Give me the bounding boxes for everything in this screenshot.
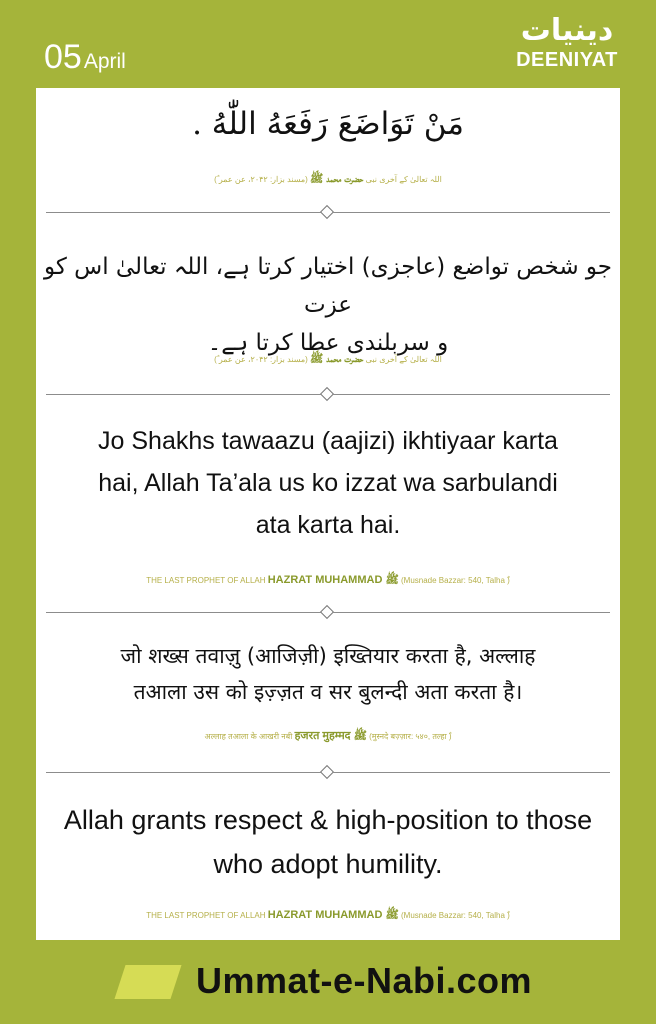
citation-name: HAZRAT MUHAMMAD ﷺ [267, 574, 399, 586]
citation-ref: (मुस्नदे बज़्ज़ार: ५४०, तल्हा ؓ) [369, 732, 452, 741]
divider-diamond [320, 605, 334, 619]
deeniyat-logo [512, 12, 622, 70]
urdu-citation [36, 352, 620, 368]
arabic-citation [36, 172, 620, 188]
citation-name: حضرت محمد ﷺ [310, 353, 364, 365]
hadith-card [36, 88, 620, 940]
citation-prefix: THE LAST PROPHET OF ALLAH [146, 576, 266, 585]
citation-prefix: THE LAST PROPHET OF ALLAH [146, 911, 266, 920]
urdu-text [36, 248, 620, 362]
hindi-citation [36, 728, 620, 745]
section-divider [46, 612, 610, 613]
divider-diamond [320, 765, 334, 779]
citation-prefix: اللہ تعالیٰ کے آخری نبی [365, 175, 442, 184]
hindi-line-2: तआला उस को इज़्ज़त व सर बुलन्दी अता करता है। [133, 680, 523, 704]
citation-ref: (Musnade Bazzar: 540, Talha ؓ) [400, 911, 510, 920]
citation-name: हजरत मुहम्मद ﷺ [294, 730, 367, 742]
roman-line-3: ata karta hai. [255, 511, 401, 539]
urdu-line-1: جو شخص تواضع (عاجزی) اختیار کرتا ہے، اللہ تعالیٰ اس کو عزت [43, 254, 613, 318]
footer-tag-shape [114, 965, 181, 999]
english-text [36, 798, 620, 886]
citation-name: HAZRAT MUHAMMAD ﷺ [267, 909, 399, 921]
logo-name: DEENIYAT [516, 49, 618, 71]
citation-ref: (مسند بزار: ۲۰۴۲، عن عمر ؓ) [214, 355, 308, 364]
logo-mark: دینیات [520, 13, 614, 48]
roman-line-1: Jo Shakhs tawaazu (aajizi) ikhtiyaar karta [98, 427, 558, 455]
divider-diamond [320, 387, 334, 401]
date-day: 05 [44, 38, 82, 76]
english-line-1: Allah grants respect & high-position to those [63, 805, 593, 835]
english-line-2: who adopt humility. [213, 849, 443, 879]
hindi-text [36, 638, 620, 710]
arabic-text: مَنْ تَوَاضَعَ رَفَعَهُ اللّٰهُ . [192, 106, 464, 142]
citation-ref: (مسند بزار: ۲۰۴۲، عن عمر ؓ) [214, 175, 308, 184]
citation-ref: (Musnade Bazzar: 540, Talha ؓ) [400, 576, 510, 585]
section-divider [46, 394, 610, 395]
hindi-line-1: जो शख्स तवाज़ु (आजिज़ी) इख्तियार करता है, अल्लाह [120, 644, 536, 668]
citation-name: حضرت محمد ﷺ [310, 173, 364, 185]
urdu-line-2: و سربلندی عطا کرتا ہے۔ [207, 330, 449, 356]
date-month: April [83, 50, 126, 73]
roman-line-2: hai, Allah Ta’ala us ko izzat wa sarbulandi [98, 469, 558, 497]
date-label [44, 40, 126, 74]
english-citation [36, 908, 620, 924]
citation-prefix: अल्लाह तआला के आखरी नबी [204, 732, 293, 741]
divider-diamond [320, 205, 334, 219]
roman-citation [36, 573, 620, 589]
website-link[interactable]: Ummat-e-Nabi.com [196, 960, 533, 1001]
citation-prefix: اللہ تعالیٰ کے آخری نبی [365, 355, 442, 364]
section-divider [46, 772, 610, 773]
section-divider [46, 212, 610, 213]
roman-urdu-text [36, 420, 620, 546]
